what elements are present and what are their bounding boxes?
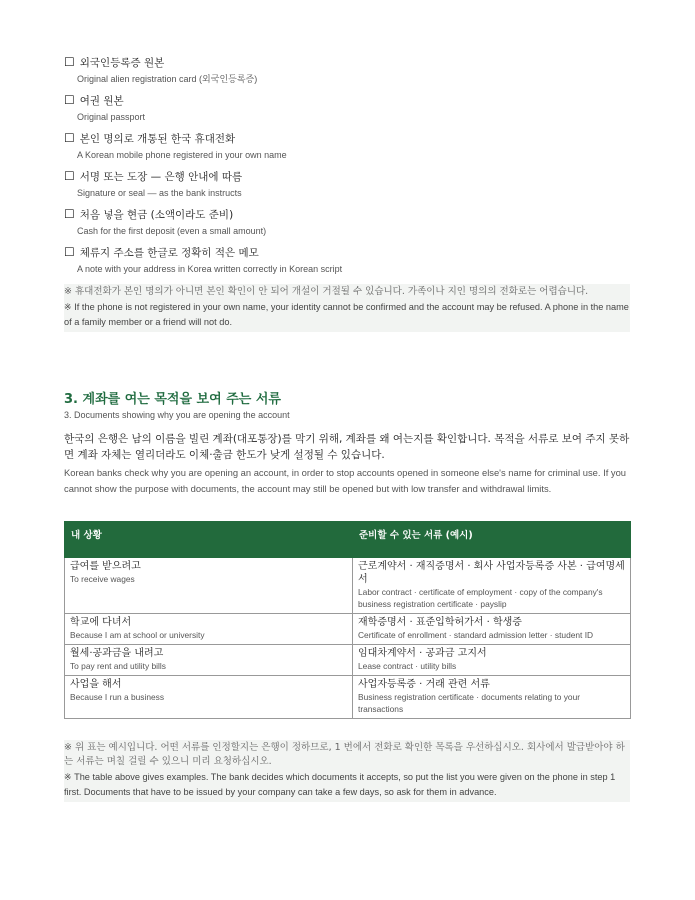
table-footnote [64, 740, 630, 802]
section-title: 3. 계좌를 여는 목적을 보여 주는 서류 [64, 392, 281, 407]
checkbox-icon: ☐ [64, 169, 75, 183]
table-row [65, 558, 631, 614]
item-label-ko: 처음 넣을 현금 (소액이라도 준비) [79, 209, 234, 221]
phone-warning-note [64, 284, 630, 332]
checkbox-icon: ☐ [64, 245, 75, 259]
documents-cell [353, 676, 631, 719]
documents-en: Lease contract · utility bills [358, 661, 457, 671]
situation-en: To receive wages [70, 574, 135, 584]
item-label-en: A note with your address in Korea written correctly in Korean script [77, 264, 343, 274]
section-intro-en: Korean banks check why you are opening an account, in order to stop accounts opened in someone else's name for criminal use. If you cannot show the purpose with documents, the account may still be opened but with low transfer and withdrawal limits. [64, 467, 627, 494]
documents-ko: 사업자등록증 · 거래 관련 서류 [358, 679, 490, 690]
documents-en: Business registration certificate · documents relating to your transactions [358, 692, 581, 714]
table-row [65, 614, 631, 645]
checklist-item [64, 245, 634, 276]
document-checklist [64, 55, 634, 283]
situation-cell [65, 558, 353, 614]
section-subtitle: 3. Documents showing why you are opening the account [64, 410, 290, 420]
situation-en: Because I am at school or university [70, 630, 205, 640]
checklist-item [64, 131, 634, 162]
checklist-item [64, 93, 634, 124]
situation-en: Because I run a business [70, 692, 165, 702]
section-intro-ko: 한국의 은행은 남의 이름을 빌린 계좌(대포통장)를 막기 위해, 계좌를 왜 여는지를 확인합니다. 목적을 서류로 보여 주지 못하면 계좌 자체는 열리더라도 이체·출금 한도가 낮게 설정될 수 있습니다. [64, 433, 630, 461]
item-label-ko: 여권 원본 [79, 95, 124, 107]
note-text-ko: ※ 위 표는 예시입니다. 어떤 서류를 인정할지는 은행이 정하므로, 1 번에서 전화로 확인한 목록을 우선하십시오. 회사에서 발급받아야 하는 서류는 며칠 걸릴 수 있으니 미리 요청하십시오. [64, 742, 625, 767]
documents-cell [353, 614, 631, 645]
item-label-ko: 체류지 주소를 한글로 정확히 적은 메모 [79, 247, 259, 259]
checklist-item [64, 169, 634, 200]
situation-cell [65, 614, 353, 645]
item-label-en: Original alien registration card (외국인등록증) [77, 74, 258, 84]
column-header-situation: 내 상황 [65, 522, 353, 558]
checkbox-icon: ☐ [64, 55, 75, 69]
situation-cell [65, 676, 353, 719]
situation-ko: 급여를 받으려고 [70, 561, 141, 572]
note-text-ko: ※ 휴대전화가 본인 명의가 아니면 본인 확인이 안 되어 개설이 거절될 수 있습니다. 가족이나 지인 명의의 전화로는 어렵습니다. [64, 286, 589, 297]
checkbox-icon: ☐ [64, 131, 75, 145]
item-label-en: Cash for the first deposit (even a small amount) [77, 226, 267, 236]
documents-ko: 근로계약서 · 재직증명서 · 회사 사업자등록증 사본 · 급여명세서 [358, 561, 625, 585]
situation-ko: 학교에 다녀서 [70, 617, 132, 628]
item-label-ko: 외국인등록증 원본 [79, 57, 165, 69]
table-row [65, 645, 631, 676]
situation-ko: 사업을 해서 [70, 679, 122, 690]
documents-ko: 임대차계약서 · 공과금 고지서 [358, 648, 487, 659]
checkbox-icon: ☐ [64, 207, 75, 221]
checklist-item [64, 207, 634, 238]
note-text-en: ※ The table above gives examples. The bank decides which documents it accepts, so put the list you were given on the phone in step 1 first. Documents that have to be issued by your company can take a few days, so ask for them in advance. [64, 772, 616, 797]
item-label-en: Original passport [77, 112, 146, 122]
item-label-ko: 서명 또는 도장 — 은행 안내에 따름 [79, 171, 243, 183]
situation-ko: 월세·공과금을 내려고 [70, 648, 164, 659]
situation-en: To pay rent and utility bills [70, 661, 166, 671]
documents-cell [353, 558, 631, 614]
documents-en: Certificate of enrollment · standard admission letter · student ID [358, 630, 594, 640]
checkbox-icon: ☐ [64, 93, 75, 107]
column-header-documents: 준비할 수 있는 서류 (예시) [353, 522, 631, 558]
item-label-en: Signature or seal — as the bank instructs [77, 188, 242, 198]
item-label-ko: 본인 명의로 개통된 한국 휴대전화 [79, 133, 236, 145]
item-label-en: A Korean mobile phone registered in your own name [77, 150, 287, 160]
checklist-item [64, 55, 634, 86]
documents-ko: 재학증명서 · 표준입학허가서 · 학생증 [358, 617, 522, 628]
table-header-row [65, 522, 631, 558]
documents-cell [353, 645, 631, 676]
note-text-en: ※ If the phone is not registered in your own name, your identity cannot be confirmed and the account may be refused. A phone in the name of a family member or a friend will not do. [64, 302, 629, 327]
purpose-documents-table [64, 521, 631, 719]
situation-cell [65, 645, 353, 676]
table-row [65, 676, 631, 719]
documents-en: Labor contract · certificate of employment · copy of the company's business registration certificate · payslip [358, 587, 603, 609]
